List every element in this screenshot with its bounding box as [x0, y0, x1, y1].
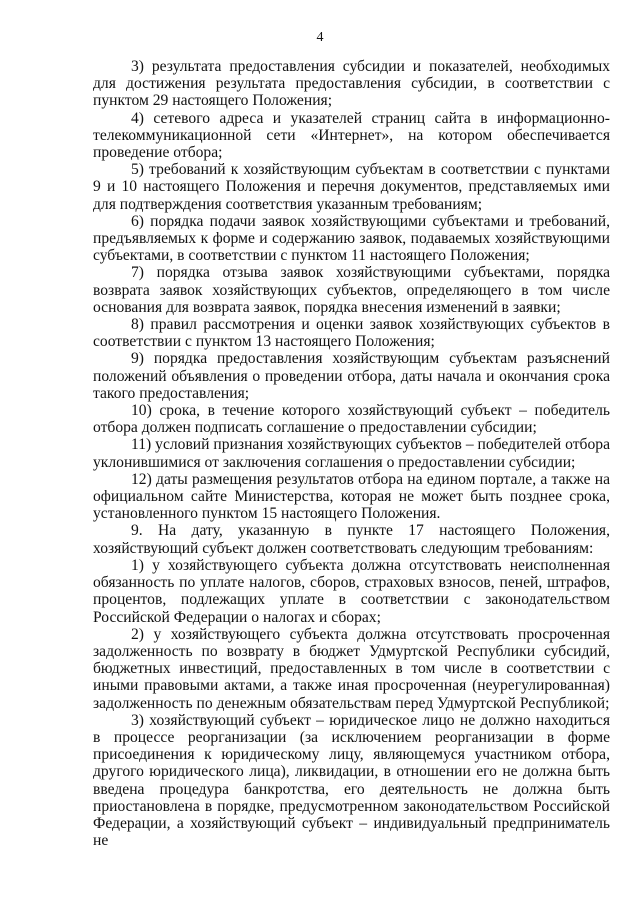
paragraph-item-12: 12) даты размещения результатов отбора на едином портале, а также на официальном сайте Министерства, которая не может быть позднее срока, установленного пунктом 15 настоящего Положения.	[93, 470, 610, 523]
page-number: 4	[316, 30, 324, 45]
paragraph-section-9: 9. На дату, указанную в пункте 17 настоящего Положения, хозяйствующий субъект должен соответствовать следующим требованиям:	[93, 522, 610, 557]
paragraph-item-11: 11) условий признания хозяйствующих субъектов – победителей отбора уклонившимися от заключения соглашения о предоставлении субсидии;	[93, 436, 610, 471]
paragraph-requirement-1: 1) у хозяйствующего субъекта должна отсутствовать неисполненная обязанность по уплате налогов, сборов, страховых взносов, пеней, штрафов, процентов, подлежащих уплате в соответствии с законодательством Российской Федерации о налогах и сборах;	[93, 556, 610, 626]
paragraph-requirement-3: 3) хозяйствующий субъект – юридическое лицо не должно находиться в процессе реорганизации (за исключением реорганизации в форме присоединения к юридическому лицу, являющемуся участником отбора, другого юридического лица), ликвидации, в отношении его не должна быть введена процедура банкротства, его деятельность не должна быть приостановлена в порядке, предусмотренном законодательством Российской Федерации, а хозяйствующий субъект – индивидуальный предприниматель не	[93, 711, 610, 850]
paragraph-item-9: 9) порядка предоставления хозяйствующим субъектам разъяснений положений объявления о проведении отбора, даты начала и окончания срока такого предоставления;	[93, 350, 610, 402]
paragraph-item-10: 10) срока, в течение которого хозяйствующий субъект – победитель отбора должен подписать соглашение о предоставлении субсидии;	[93, 402, 610, 437]
paragraph-item-8: 8) правил рассмотрения и оценки заявок хозяйствующих субъектов в соответствии с пунктом 13 настоящего Положения;	[93, 316, 610, 351]
paragraph-item-5: 5) требований к хозяйствующим субъектам в соответствии с пунктами 9 и 10 настоящего Положения и перечня документов, представляемых ими для подтверждения соответствия указанным требованиям;	[93, 161, 610, 213]
paragraph-item-3: 3) результата предоставления субсидии и показателей, необходимых для достижения результата предоставления субсидии, в соответствии с пунктом 29 настоящего Положения;	[93, 58, 610, 110]
paragraph-item-7: 7) порядка отзыва заявок хозяйствующими субъектами, порядка возврата заявок хозяйствующих субъектов, определяющего в том числе основания для возврата заявок, порядка внесения изменений в заявки;	[93, 264, 610, 316]
paragraph-item-6: 6) порядка подачи заявок хозяйствующими субъектами и требований, предъявляемых к форме и содержанию заявок, подаваемых хозяйствующими субъектами, в соответствии с пунктом 11 настоящего Положения;	[93, 212, 610, 265]
paragraph-item-4: 4) сетевого адреса и указателей страниц сайта в информационно-телекоммуникационной сети «Интернет», на котором обеспечивается проведение отбора;	[93, 109, 610, 162]
paragraph-requirement-2: 2) у хозяйствующего субъекта должна отсутствовать просроченная задолженность по возврату в бюджет Удмуртской Республики субсидий, бюджетных инвестиций, предоставленных в том числе в соответствии с иными правовыми актами, а также иная просроченная (неурегулированная) задолженность по денежным обязательствам перед Удмуртской Республикой;	[93, 625, 610, 712]
document-body	[93, 58, 610, 849]
